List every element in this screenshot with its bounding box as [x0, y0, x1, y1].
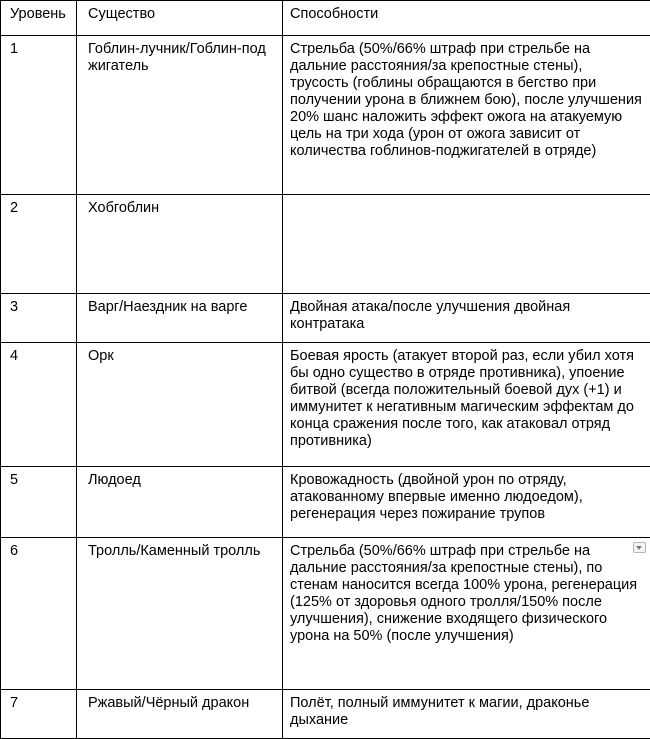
row-creature-cell[interactable]: Орк	[77, 343, 283, 467]
table-row	[1, 467, 650, 538]
row-abilities-cell[interactable]: Полёт, полный иммунитет к магии, драконье дыхание	[283, 690, 650, 739]
table-row	[1, 195, 650, 294]
row-level-cell[interactable]: 6	[1, 538, 77, 690]
row-abilities-text: Стрельба (50%/66% штраф при стрельбе на дальние расстояния/за крепостные стены), по стенам наносится всегда 100% урона, регенерация (125% от здоровья одного тролля/150% после улучшения), снижение входящего физического урона на 50% (после улучшения)	[290, 543, 637, 644]
row-creature-cell[interactable]: Людоед	[77, 467, 283, 538]
row-level-cell[interactable]: 4	[1, 343, 77, 467]
table-row	[1, 343, 650, 467]
table-row	[1, 294, 650, 343]
row-abilities-cell[interactable]	[283, 538, 650, 690]
row-creature-cell[interactable]: Варг/Наездник на варге	[77, 294, 283, 343]
cell-dropdown-icon[interactable]	[633, 542, 646, 553]
row-level-cell[interactable]: 7	[1, 690, 77, 739]
header-creature[interactable]: Существо	[77, 1, 283, 36]
row-abilities-cell[interactable]	[283, 195, 650, 294]
table-row	[1, 538, 650, 690]
row-creature-cell[interactable]: Ржавый/Чёрный дракон	[77, 690, 283, 739]
row-abilities-cell[interactable]: Кровожадность (двойной урон по отряду, атакованному впервые именно людоедом), регенерация через пожирание трупов	[283, 467, 650, 538]
row-level-cell[interactable]: 1	[1, 36, 77, 195]
row-creature-cell[interactable]: Гоблин-лучник/Гоблин-под жигатель	[77, 36, 283, 195]
row-abilities-cell[interactable]: Боевая ярость (атакует второй раз, если убил хотя бы одно существо в отряде противника), упоение битвой (всегда положительный боевой дух (+1) и иммунитет к негативным магическим эффектам до конца сражения после того, как атаковал отряд противника)	[283, 343, 650, 467]
header-level[interactable]: Уровень	[1, 1, 77, 36]
row-level-cell[interactable]: 2	[1, 195, 77, 294]
table-row	[1, 36, 650, 195]
table-header-row	[1, 1, 650, 36]
row-level-cell[interactable]: 3	[1, 294, 77, 343]
row-creature-cell[interactable]: Хобгоблин	[77, 195, 283, 294]
row-level-cell[interactable]: 5	[1, 467, 77, 538]
row-abilities-cell[interactable]: Двойная атака/после улучшения двойная контратака	[283, 294, 650, 343]
row-creature-cell[interactable]: Тролль/Каменный тролль	[77, 538, 283, 690]
header-abilities[interactable]: Способности	[283, 1, 650, 36]
table-row	[1, 690, 650, 739]
row-abilities-cell[interactable]: Стрельба (50%/66% штраф при стрельбе на дальние расстояния/за крепостные стены), трусость (гоблины обращаются в бегство при получении урона в ближнем бою), после улучшения 20% шанс наложить эффект ожога на атакуемую цель на три хода (урон от ожога зависит от количества гоблинов-поджигателей в отряде)	[283, 36, 650, 195]
